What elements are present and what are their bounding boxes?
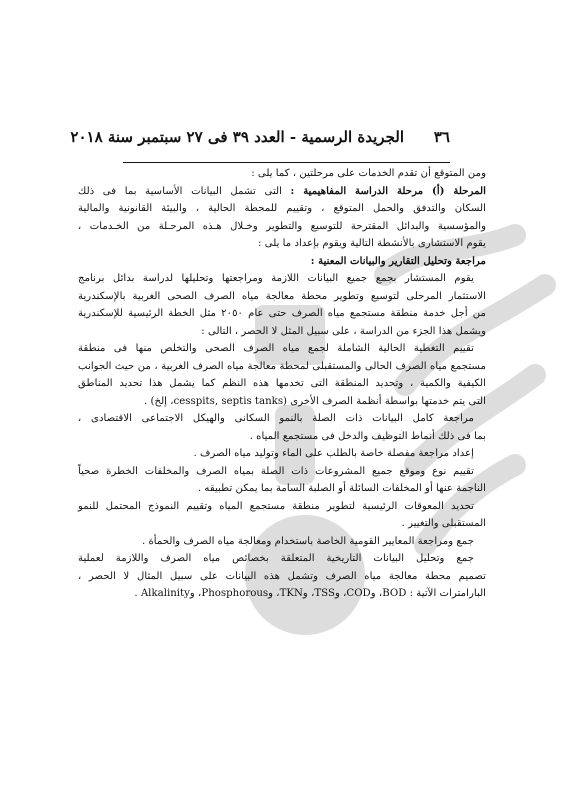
page-number: ٣٦ xyxy=(433,128,450,146)
paragraph-1: يقوم المستشار بجمع جميع البيانات اللازمة ومراجعتها وتحليلها لدراسة بدائل برنامج الاستثمار المرحلى لتوسيع وتطوير محطة معالجة مياه الصرف الصحى الغربية بالإسكندرية من أجل خدمة منطقة مستجمع مياه الصرف حتى عام ٢٠٥٠ مثل الخطة الرئيسية للإسكندرية ويشمل هذا الجزء من الدراسة ، على سبيل المثل لا الحصر ، التالى : xyxy=(78,273,486,337)
gazette-title: الجريدة الرسمية - العدد ٣٩ فى ٢٧ سبتمبر سنة ٢٠١٨ xyxy=(70,128,404,146)
paragraph-6: تحديد المعوقات الرئيسية لتطوير منطقة مستجمع المياه وتقييم النموذج المحتمل للنمو المستقبلى والتغيير . xyxy=(78,500,486,529)
paragraph-5: تقييم نوع وموقع جميع المشروعات ذات الصلة بمياه الصرف والمخلفات الخطرة صحياً الناجمة عنها أو المخلفات السائلة أو الصلبة السامة بما يمكن تطبيقه . xyxy=(78,465,486,494)
page-header xyxy=(70,128,450,163)
document-body xyxy=(78,165,486,603)
phase-paragraph: المرحلة (أ) مرحلة الدراسة المفاهيمية : التى تشمل البيانات الأساسية بما فى ذلك السكان والتدفق والحمل المتوقع ، وتقييم للمحطة الحالية ، والبيئة القانونية والمالية والمؤسسية والبدائل المقترحة للتوسيع والتطوير وخـلال هـذه المرحـلة من الخـدمات ، يقوم الاستشارى بالأنشطة التالية ويقوم بإعداد ما يلى : xyxy=(78,184,486,249)
paragraph-3: مراجعة كامل البيانات ذات الصلة بالنمو السكانى والهيكل الاجتماعى الاقتصادى ، بما فى ذلك أنماط التوظيف والدخل فى مستجمع المياه . xyxy=(78,413,486,442)
intro-line: ومن المتوقع أن تقدم الخدمات على مرحلتين ، كما يلى : xyxy=(251,168,486,179)
paragraph-7: جمع ومراجعة المعايير القومية الخاصة باستخدام ومعالجة مياه الصرف والحمأة . xyxy=(141,535,474,547)
paragraph-8: جمع وتحليل البيانات التاريخية المتعلقة بخصائص مياه الصرف واللازمة لعملية تصميم محطة معالجة مياه الصرف وتشمل هذه البيانات على سبيل المثال لا الحصر ، البارامترات الآتية : BOD، وCOD، وTSS، وTKN، وPhosphorous، وAlkalinity . xyxy=(78,553,486,599)
phase-title: المرحلة (أ) مرحلة الدراسة المفاهيمية : xyxy=(290,184,486,197)
parameter-list: BOD، وCOD، وTSS، وTKN، وPhosphorous، وAlkalinity . xyxy=(134,588,407,599)
paragraph-4: إعداد مراجعة مفصلة خاصة بالطلب على الماء وتوليد مياه الصرف . xyxy=(193,448,474,459)
paragraph-2: تقييم التغطية الحالية الشاملة لجمع مياه الصرف الصحى والتخلص منها فى منطقة مستجمع مياه الصرف الحالى والمستقبلى لمحطة معالجة مياه الصرف الغربية ، من حيث الجوانب الكيفية والكمية ، وتحديد المنطقة التى تخدمها هذه النظم كما يشمل هذا تحديد المناطق التى يتم خدمتها بواسطة أنظمة الصرف الأخرى (cesspits, septis tanks، إلخ) . xyxy=(78,343,486,407)
section-heading: مراجعة وتحليل التقارير والبيانات المعنية : xyxy=(310,254,486,267)
